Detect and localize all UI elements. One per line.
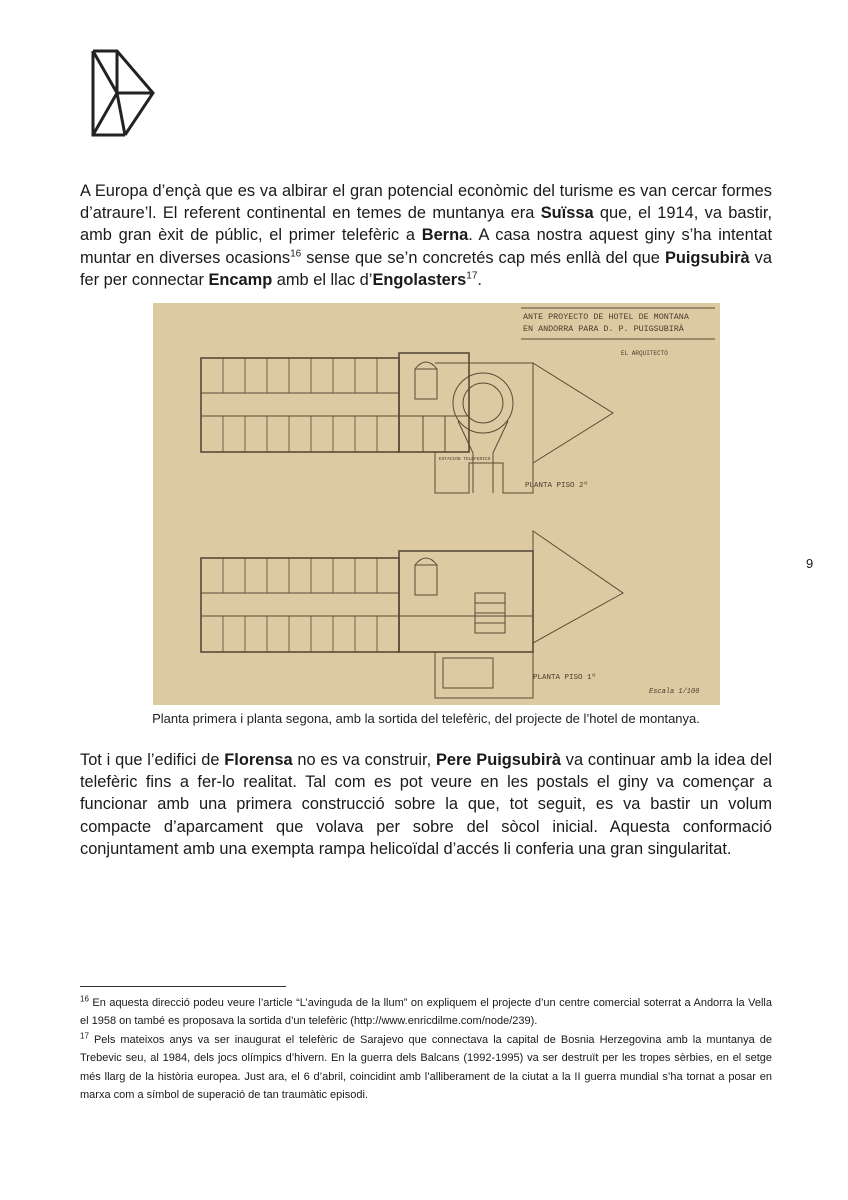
footnote-separator bbox=[80, 986, 286, 987]
plan-label-upper: PLANTA PISO 2º bbox=[525, 482, 589, 490]
footnote-ref-16[interactable]: 16 bbox=[290, 248, 302, 260]
page-number: 9 bbox=[806, 556, 814, 571]
plan-label-lower: PLANTA PISO 1º bbox=[533, 674, 597, 682]
hotel-floor-plan-figure bbox=[153, 303, 720, 705]
footnote-ref-17[interactable]: 17 bbox=[466, 270, 478, 282]
footnote-number: 16 bbox=[80, 994, 89, 1004]
plan-scale: Escala 1/100 bbox=[649, 688, 700, 696]
figure-caption: Planta primera i planta segona, amb la sortida del telefèric, del projecte de l’hotel de montanya. bbox=[152, 711, 700, 726]
paragraph-intro: A Europa d’ençà que es va albirar el gran potencial econòmic del turisme es van cercar formes d’atraure’l. El referent continental en temes de muntanya era Suïssa que, el 1914, va bastir, amb gran èxit de públic, el primer telefèric a Berna. A casa nostra aquest giny s’ha intentat muntar en diverses ocasions$^{16}$ sense que se’n concretés cap més enllà del que Puigsubirà va fer per connectar Encamp amb el llac d’Engolasters$^{17}$. bbox=[80, 182, 773, 289]
footnote-16: $^{16}$ En aquesta direcció podeu veure l’article “L’avinguda de la llum” on expliquem el projecte d’un centre comercial soterrat a Andorra la Vella el 1958 on també es proposava la sortida d’un telefèric (http://www.enricdilme.com/node/239). bbox=[80, 994, 772, 1028]
floor-plan-drawing bbox=[153, 303, 720, 705]
plan-title-line-2: EN ANDORRA PARA D. P. PUIGSUBIRÀ bbox=[523, 324, 684, 334]
footnote-17: $^{17}$ Pels mateixos anys va ser inaugurat el telefèric de Sarajevo que connectava la capital de Bosnia Herzegovina amb la muntanya de Trebevic seu, al 1984, dels jocs olímpics d’hivern. En la guerra dels Balcans (1992-1995) va ser destruït per les tropes sèrbies, en el setge més llarg de la història europea. Just ara, el 6 d’abril, coincidint amb l’alliberament de la ciutat a la II guerra mundial s’ha tornat a posar en marxa com a símbol de superació de tan traumàtic episodi. bbox=[80, 1031, 772, 1102]
footnote-number: 17 bbox=[80, 1031, 89, 1041]
plan-architect: EL ARQUITECTO bbox=[621, 350, 668, 357]
plan-label-station: ESTACION TELEFERICO bbox=[439, 457, 491, 462]
plan-title-line-1: ANTE PROYECTO DE HOTEL DE MONTANA bbox=[523, 312, 689, 322]
logo bbox=[90, 48, 156, 138]
paragraph-cable-car: Tot i que l’edifici de Florensa no es va construir, Pere Puigsubirà va continuar amb la idea del telefèric fins a fer-lo realitat. Tal com es pot veure en les postals el giny va començar a funcionar amb una primera construcció sobre la que, tot seguit, es va bastir un volum compacte d’aparcament que volava per sobre del sòcol inicial. Aquesta conformació conjuntament amb una exempta rampa helicoïdal d’accés li conferia una gran singularitat. bbox=[80, 751, 773, 858]
